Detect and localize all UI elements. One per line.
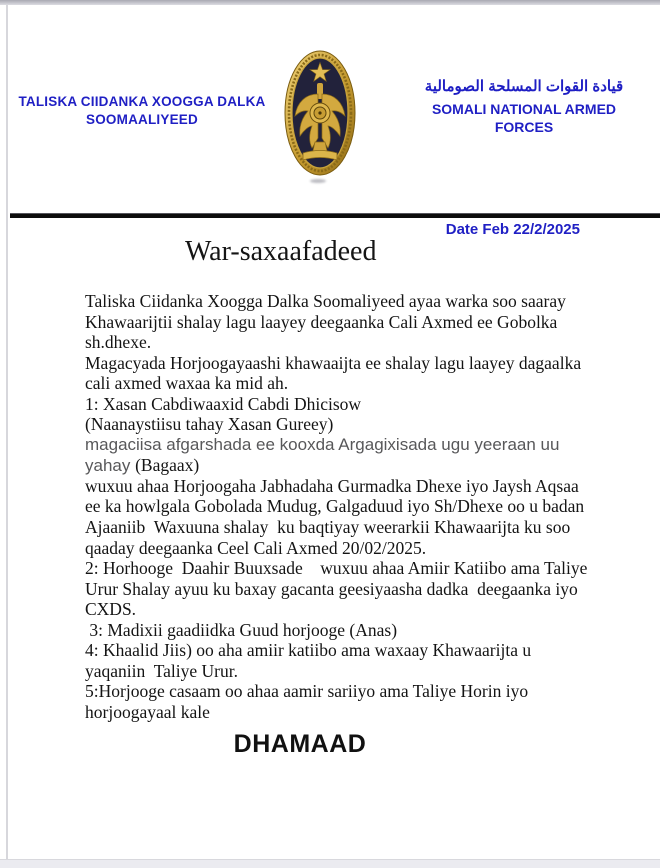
end-marker: DHAMAAD (233, 730, 367, 758)
body-line: 2: Horhooge Daahir Buuxsade wuxuu ahaa Amiir Katiibo ama Taliye (85, 558, 588, 579)
body-line: 5:Horjooge casaam oo ahaa aamir sariiyo ama Taliye Horin iyo (85, 681, 529, 702)
body-line: Ajaaniib Waxuuna shalay ku baqtiyay weerarkii Khawaarijta ku soo (85, 517, 571, 538)
header-right-block (402, 76, 646, 136)
header-org-name-english: SOMALI NATIONAL ARMED FORCES (431, 101, 617, 135)
body-line: CXDS. (85, 599, 137, 620)
body-line: yaqaniin Taliye Urur. (85, 660, 238, 681)
body-line: wuxuu ahaa Horjoogaha Jabhadaha Gurmadka Dhexe iyo Jaysh Aqsaa (85, 475, 579, 496)
body-line: Taliska Ciidanka Xoogga Dalka Soomaliyeed ayaa warka soo saaray (85, 291, 566, 311)
divider-rule (10, 213, 660, 218)
document-title: War-saxaafadeed (185, 236, 377, 267)
body-line-serif-part: (Bagaax) (135, 455, 200, 476)
body-line-mixed (85, 455, 630, 476)
body-line: Khawaarijtii shalay lagu laayey deegaanka Cali Axmed ee Gobolka (85, 311, 558, 332)
page-top-edge (0, 0, 660, 5)
body-line: 1: Xasan Cabdiwaaxid Cabdi Dhicisow (85, 393, 362, 414)
body-line: 4: Khaalid Jiis) oo aha amiir katiibo ama waxaay Khawaarijta u (85, 640, 532, 661)
body-line-sans-part: yahay (85, 456, 136, 476)
body-line: Urur Shalay ayuu ku baxay gacanta geesiyaasha dadka deegaanka iyo (85, 578, 578, 599)
emblem-shadow (310, 179, 326, 183)
body-text (85, 291, 630, 722)
body-line-alias-sans: magaciisa afgarshada ee kooxda Argagixisada ugu yeeraan uu (85, 434, 560, 454)
body-line: 3: Madixii gaadiidka Guud horjooge (Anas) (85, 619, 398, 640)
body-line: (Naanaystiisu tahay Xasan Gureey) (85, 414, 334, 435)
body-line: ee ka howlgala Gobolada Mudug, Galgaduud iyo Sh/Dhexe oo u badan (85, 496, 585, 517)
armed-forces-emblem-icon (284, 50, 356, 176)
body-line: cali axmed waxaa ka mid ah. (85, 373, 289, 394)
header-org-name-arabic: قيادة القوات المسلحة الصومالية (424, 78, 624, 95)
body-line: horjoogayaal kale (85, 701, 210, 722)
body-line: qaaday deegaanka Ceel Cali Axmed 20/02/2025. (85, 537, 427, 558)
body-line: Magacyada Horjoogayaashi khawaaijta ee shalay lagu laayey dagaalka (85, 352, 582, 373)
page-bottom-edge (0, 859, 660, 868)
body-line: sh.dhexe. (85, 332, 152, 353)
date-text: Date Feb 22/2/2025 (445, 221, 580, 238)
header-org-name-somali: TALISKA CIIDANKA XOOGGA DALKA SOOMAALIYEED (18, 94, 266, 127)
